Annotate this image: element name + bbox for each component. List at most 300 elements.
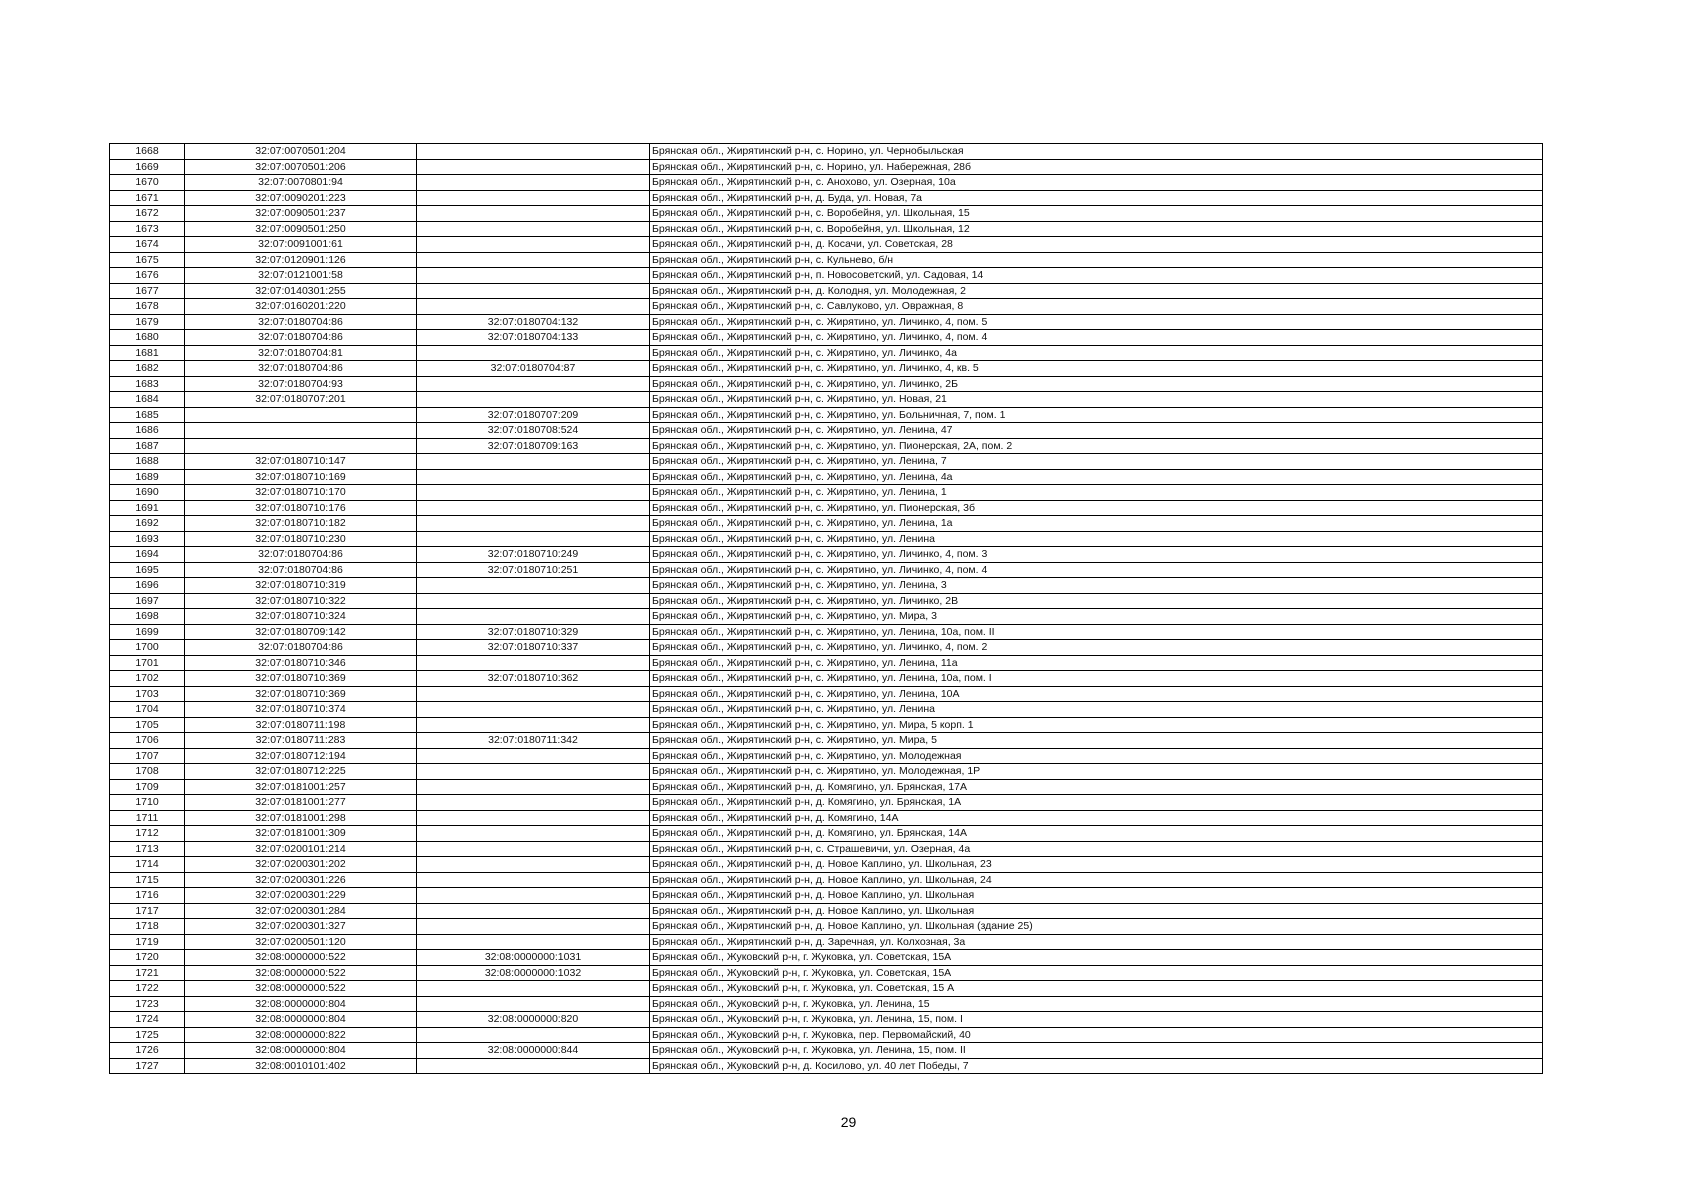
table-row: [110, 934, 1543, 950]
table-row: [110, 392, 1543, 408]
sub-cadastral-number-cell: [417, 841, 650, 857]
address-cell: Брянская обл., Жирятинский р-н, с. Жирятино, ул. Ленина, 47: [650, 423, 1543, 439]
sub-cadastral-number-cell: 32:08:0000000:820: [417, 1012, 650, 1028]
address-cell: Брянская обл., Жирятинский р-н, д. Комягино, 14А: [650, 810, 1543, 826]
address-cell: Брянская обл., Жирятинский р-н, с. Жирятино, ул. Личинко, 4, пом. 4: [650, 562, 1543, 578]
table-row: [110, 469, 1543, 485]
row-number-cell: 1724: [110, 1012, 185, 1028]
address-cell: Брянская обл., Жирятинский р-н, с. Жирятино, ул. Ленина: [650, 702, 1543, 718]
address-cell: Брянская обл., Жирятинский р-н, д. Косачи, ул. Советская, 28: [650, 237, 1543, 253]
table-row: [110, 221, 1543, 237]
address-cell: Брянская обл., Жирятинский р-н, с. Жирятино, ул. Пионерская, 2А, пом. 2: [650, 438, 1543, 454]
sub-cadastral-number-cell: [417, 810, 650, 826]
row-number-cell: 1684: [110, 392, 185, 408]
address-cell: Брянская обл., Жирятинский р-н, д. Комягино, ул. Брянская, 14А: [650, 826, 1543, 842]
table-row: [110, 1012, 1543, 1028]
row-number-cell: 1708: [110, 764, 185, 780]
address-cell: Брянская обл., Жирятинский р-н, с. Жирятино, ул. Личинко, 4, пом. 4: [650, 330, 1543, 346]
cadastral-number-cell: 32:07:0181001:277: [185, 795, 417, 811]
cadastral-number-cell: 32:07:0180710:169: [185, 469, 417, 485]
address-cell: Брянская обл., Жуковский р-н, г. Жуковка, ул. Советская, 15А: [650, 950, 1543, 966]
sub-cadastral-number-cell: [417, 888, 650, 904]
sub-cadastral-number-cell: [417, 609, 650, 625]
row-number-cell: 1725: [110, 1027, 185, 1043]
address-cell: Брянская обл., Жирятинский р-н, с. Жирятино, ул. Молодежная, 1Р: [650, 764, 1543, 780]
cadastral-number-cell: 32:07:0180707:201: [185, 392, 417, 408]
sub-cadastral-number-cell: 32:07:0180704:132: [417, 314, 650, 330]
row-number-cell: 1713: [110, 841, 185, 857]
cadastral-number-cell: 32:07:0070501:206: [185, 159, 417, 175]
address-cell: Брянская обл., Жирятинский р-н, д. Буда, ул. Новая, 7а: [650, 190, 1543, 206]
address-cell: Брянская обл., Жирятинский р-н, д. Новое Каплино, ул. Школьная, 24: [650, 872, 1543, 888]
table-row: [110, 252, 1543, 268]
cadastral-number-cell: 32:07:0180710:369: [185, 671, 417, 687]
sub-cadastral-number-cell: 32:07:0180709:163: [417, 438, 650, 454]
sub-cadastral-number-cell: [417, 485, 650, 501]
row-number-cell: 1673: [110, 221, 185, 237]
sub-cadastral-number-cell: [417, 578, 650, 594]
row-number-cell: 1692: [110, 516, 185, 532]
table-row: [110, 593, 1543, 609]
row-number-cell: 1717: [110, 903, 185, 919]
row-number-cell: 1707: [110, 748, 185, 764]
address-cell: Брянская обл., Жирятинский р-н, с. Жирятино, ул. Ленина, 4а: [650, 469, 1543, 485]
table-row: [110, 919, 1543, 935]
cadastral-number-cell: 32:07:0180704:86: [185, 640, 417, 656]
cadastral-number-cell: 32:08:0000000:804: [185, 1043, 417, 1059]
row-number-cell: 1703: [110, 686, 185, 702]
address-cell: Брянская обл., Жуковский р-н, д. Косилово, ул. 40 лет Победы, 7: [650, 1058, 1543, 1074]
cadastral-number-cell: 32:07:0090201:223: [185, 190, 417, 206]
row-number-cell: 1686: [110, 423, 185, 439]
address-cell: Брянская обл., Жирятинский р-н, с. Жирятино, ул. Ленина, 11а: [650, 655, 1543, 671]
table-row: [110, 810, 1543, 826]
table-row: [110, 454, 1543, 470]
table-row: [110, 717, 1543, 733]
cadastral-number-cell: 32:07:0200301:327: [185, 919, 417, 935]
address-cell: Брянская обл., Жирятинский р-н, с. Норино, ул. Набережная, 28б: [650, 159, 1543, 175]
row-number-cell: 1709: [110, 779, 185, 795]
sub-cadastral-number-cell: [417, 299, 650, 315]
address-cell: Брянская обл., Жирятинский р-н, с. Жирятино, ул. Ленина, 1: [650, 485, 1543, 501]
cadastral-number-cell: 32:07:0180704:86: [185, 562, 417, 578]
row-number-cell: 1721: [110, 965, 185, 981]
cadastral-number-cell: 32:07:0180710:176: [185, 500, 417, 516]
table-row: [110, 609, 1543, 625]
row-number-cell: 1704: [110, 702, 185, 718]
sub-cadastral-number-cell: [417, 996, 650, 1012]
sub-cadastral-number-cell: 32:07:0180710:337: [417, 640, 650, 656]
cadastral-number-cell: 32:07:0181001:257: [185, 779, 417, 795]
cadastral-number-cell: 32:07:0070801:94: [185, 175, 417, 191]
row-number-cell: 1726: [110, 1043, 185, 1059]
address-cell: Брянская обл., Жирятинский р-н, с. Савлуково, ул. Овражная, 8: [650, 299, 1543, 315]
page-number: 29: [840, 1114, 857, 1130]
sub-cadastral-number-cell: [417, 655, 650, 671]
address-cell: Брянская обл., Жирятинский р-н, с. Жирятино, ул. Личинко, 2В: [650, 593, 1543, 609]
table-row: [110, 159, 1543, 175]
cadastral-number-cell: 32:07:0121001:58: [185, 268, 417, 284]
sub-cadastral-number-cell: [417, 237, 650, 253]
table-row: [110, 345, 1543, 361]
sub-cadastral-number-cell: [417, 159, 650, 175]
sub-cadastral-number-cell: [417, 345, 650, 361]
table-row: [110, 175, 1543, 191]
address-cell: Брянская обл., Жирятинский р-н, с. Жирятино, ул. Личинко, 4, пом. 5: [650, 314, 1543, 330]
cadastral-number-cell: 32:07:0160201:220: [185, 299, 417, 315]
address-cell: Брянская обл., Жирятинский р-н, с. Кульнево, б/н: [650, 252, 1543, 268]
table-row: [110, 965, 1543, 981]
sub-cadastral-number-cell: [417, 903, 650, 919]
table-row: [110, 1043, 1543, 1059]
table-row: [110, 361, 1543, 377]
row-number-cell: 1671: [110, 190, 185, 206]
address-cell: Брянская обл., Жирятинский р-н, с. Жирятино, ул. Больничная, 7, пом. 1: [650, 407, 1543, 423]
address-cell: Брянская обл., Жирятинский р-н, с. Страшевичи, ул. Озерная, 4а: [650, 841, 1543, 857]
row-number-cell: 1689: [110, 469, 185, 485]
sub-cadastral-number-cell: 32:08:0000000:844: [417, 1043, 650, 1059]
address-cell: Брянская обл., Жирятинский р-н, с. Жирятино, ул. Ленина: [650, 531, 1543, 547]
table-row: [110, 764, 1543, 780]
row-number-cell: 1693: [110, 531, 185, 547]
sub-cadastral-number-cell: [417, 857, 650, 873]
address-cell: Брянская обл., Жирятинский р-н, д. Комягино, ул. Брянская, 1А: [650, 795, 1543, 811]
cadastral-number-cell: 32:07:0200101:214: [185, 841, 417, 857]
row-number-cell: 1670: [110, 175, 185, 191]
row-number-cell: 1676: [110, 268, 185, 284]
address-cell: Брянская обл., Жуковский р-н, г. Жуковка, пер. Первомайский, 40: [650, 1027, 1543, 1043]
cadastral-number-cell: [185, 438, 417, 454]
sub-cadastral-number-cell: 32:07:0180704:87: [417, 361, 650, 377]
table-row: [110, 144, 1543, 160]
address-cell: Брянская обл., Жирятинский р-н, с. Жирятино, ул. Личинко, 4, пом. 3: [650, 547, 1543, 563]
table-row: [110, 206, 1543, 222]
address-cell: Брянская обл., Жирятинский р-н, с. Жирятино, ул. Ленина, 7: [650, 454, 1543, 470]
cadastral-number-cell: 32:07:0200301:229: [185, 888, 417, 904]
row-number-cell: 1727: [110, 1058, 185, 1074]
table-row: [110, 624, 1543, 640]
row-number-cell: 1696: [110, 578, 185, 594]
sub-cadastral-number-cell: [417, 221, 650, 237]
cadastral-number-cell: 32:07:0180704:86: [185, 314, 417, 330]
cadastral-number-cell: 32:07:0070501:204: [185, 144, 417, 160]
row-number-cell: 1694: [110, 547, 185, 563]
sub-cadastral-number-cell: [417, 144, 650, 160]
cadastral-number-cell: 32:07:0180710:147: [185, 454, 417, 470]
cadastral-number-cell: 32:07:0180710:230: [185, 531, 417, 547]
address-cell: Брянская обл., Жирятинский р-н, с. Жирятино, ул. Ленина, 3: [650, 578, 1543, 594]
cadastral-number-cell: 32:07:0180704:93: [185, 376, 417, 392]
sub-cadastral-number-cell: [417, 826, 650, 842]
sub-cadastral-number-cell: [417, 190, 650, 206]
sub-cadastral-number-cell: [417, 934, 650, 950]
cadastral-number-cell: 32:07:0090501:237: [185, 206, 417, 222]
table-row: [110, 640, 1543, 656]
table-row: [110, 423, 1543, 439]
table-row: [110, 950, 1543, 966]
table-row: [110, 686, 1543, 702]
table-row: [110, 578, 1543, 594]
row-number-cell: 1685: [110, 407, 185, 423]
address-cell: Брянская обл., Жирятинский р-н, д. Новое Каплино, ул. Школьная: [650, 888, 1543, 904]
cadastral-number-cell: 32:08:0000000:522: [185, 965, 417, 981]
address-cell: Брянская обл., Жирятинский р-н, с. Анохово, ул. Озерная, 10а: [650, 175, 1543, 191]
cadastral-number-cell: 32:07:0180710:170: [185, 485, 417, 501]
sub-cadastral-number-cell: 32:07:0180710:329: [417, 624, 650, 640]
address-cell: Брянская обл., Жирятинский р-н, с. Жирятино, ул. Пионерская, 3б: [650, 500, 1543, 516]
address-cell: Брянская обл., Жирятинский р-н, с. Жирятино, ул. Мира, 3: [650, 609, 1543, 625]
cadastral-number-cell: 32:07:0180704:81: [185, 345, 417, 361]
table-row: [110, 841, 1543, 857]
address-cell: Брянская обл., Жирятинский р-н, с. Жирятино, ул. Личинко, 4а: [650, 345, 1543, 361]
address-cell: Брянская обл., Жирятинский р-н, с. Жирятино, ул. Личинко, 4, кв. 5: [650, 361, 1543, 377]
cadastral-number-cell: 32:07:0200301:202: [185, 857, 417, 873]
row-number-cell: 1681: [110, 345, 185, 361]
address-cell: Брянская обл., Жирятинский р-н, с. Жирятино, ул. Личинко, 2Б: [650, 376, 1543, 392]
table-row: [110, 237, 1543, 253]
row-number-cell: 1714: [110, 857, 185, 873]
address-cell: Брянская обл., Жуковский р-н, г. Жуковка, ул. Советская, 15А: [650, 965, 1543, 981]
sub-cadastral-number-cell: [417, 593, 650, 609]
sub-cadastral-number-cell: [417, 376, 650, 392]
address-cell: Брянская обл., Жуковский р-н, г. Жуковка, ул. Ленина, 15: [650, 996, 1543, 1012]
table-row: [110, 485, 1543, 501]
sub-cadastral-number-cell: 32:08:0000000:1031: [417, 950, 650, 966]
row-number-cell: 1687: [110, 438, 185, 454]
sub-cadastral-number-cell: [417, 454, 650, 470]
address-cell: Брянская обл., Жирятинский р-н, с. Жирятино, ул. Новая, 21: [650, 392, 1543, 408]
row-number-cell: 1675: [110, 252, 185, 268]
row-number-cell: 1711: [110, 810, 185, 826]
table-row: [110, 562, 1543, 578]
row-number-cell: 1722: [110, 981, 185, 997]
sub-cadastral-number-cell: [417, 500, 650, 516]
table-row: [110, 407, 1543, 423]
cadastral-number-cell: 32:07:0180709:142: [185, 624, 417, 640]
address-cell: Брянская обл., Жирятинский р-н, д. Новое Каплино, ул. Школьная: [650, 903, 1543, 919]
row-number-cell: 1702: [110, 671, 185, 687]
sub-cadastral-number-cell: [417, 748, 650, 764]
cadastral-number-cell: 32:08:0000000:804: [185, 1012, 417, 1028]
address-cell: Брянская обл., Жирятинский р-н, с. Жирятино, ул. Ленина, 10А: [650, 686, 1543, 702]
sub-cadastral-number-cell: [417, 717, 650, 733]
row-number-cell: 1706: [110, 733, 185, 749]
cadastral-number-cell: 32:07:0181001:309: [185, 826, 417, 842]
sub-cadastral-number-cell: [417, 175, 650, 191]
cadastral-number-cell: 32:07:0200301:226: [185, 872, 417, 888]
table-row: [110, 748, 1543, 764]
row-number-cell: 1690: [110, 485, 185, 501]
table-row: [110, 779, 1543, 795]
sub-cadastral-number-cell: [417, 702, 650, 718]
row-number-cell: 1720: [110, 950, 185, 966]
cadastral-number-cell: 32:07:0180710:182: [185, 516, 417, 532]
row-number-cell: 1695: [110, 562, 185, 578]
cadastral-number-cell: 32:08:0010101:402: [185, 1058, 417, 1074]
row-number-cell: 1699: [110, 624, 185, 640]
sub-cadastral-number-cell: [417, 283, 650, 299]
row-number-cell: 1723: [110, 996, 185, 1012]
cadastral-number-cell: 32:07:0180710:324: [185, 609, 417, 625]
address-cell: Брянская обл., Жирятинский р-н, с. Жирятино, ул. Мира, 5 корп. 1: [650, 717, 1543, 733]
sub-cadastral-number-cell: [417, 795, 650, 811]
row-number-cell: 1680: [110, 330, 185, 346]
row-number-cell: 1672: [110, 206, 185, 222]
row-number-cell: 1677: [110, 283, 185, 299]
registry-table: [109, 143, 1543, 1074]
sub-cadastral-number-cell: [417, 1027, 650, 1043]
row-number-cell: 1668: [110, 144, 185, 160]
row-number-cell: 1697: [110, 593, 185, 609]
sub-cadastral-number-cell: [417, 392, 650, 408]
row-number-cell: 1698: [110, 609, 185, 625]
table-row: [110, 516, 1543, 532]
cadastral-number-cell: 32:07:0180710:346: [185, 655, 417, 671]
sub-cadastral-number-cell: [417, 779, 650, 795]
table-row: [110, 190, 1543, 206]
cadastral-number-cell: 32:07:0180711:283: [185, 733, 417, 749]
table-row: [110, 671, 1543, 687]
table-row: [110, 299, 1543, 315]
sub-cadastral-number-cell: [417, 1058, 650, 1074]
address-cell: Брянская обл., Жуковский р-н, г. Жуковка, ул. Советская, 15 А: [650, 981, 1543, 997]
table-row: [110, 376, 1543, 392]
cadastral-number-cell: 32:07:0180704:86: [185, 361, 417, 377]
address-cell: Брянская обл., Жуковский р-н, г. Жуковка, ул. Ленина, 15, пом. II: [650, 1043, 1543, 1059]
row-number-cell: 1688: [110, 454, 185, 470]
cadastral-number-cell: 32:07:0180712:225: [185, 764, 417, 780]
sub-cadastral-number-cell: 32:07:0180707:209: [417, 407, 650, 423]
address-cell: Брянская обл., Жирятинский р-н, с. Жирятино, ул. Молодежная: [650, 748, 1543, 764]
sub-cadastral-number-cell: [417, 516, 650, 532]
cadastral-number-cell: [185, 407, 417, 423]
sub-cadastral-number-cell: [417, 206, 650, 222]
cadastral-number-cell: 32:07:0120901:126: [185, 252, 417, 268]
table-row: [110, 826, 1543, 842]
sub-cadastral-number-cell: [417, 764, 650, 780]
cadastral-number-cell: 32:07:0180712:194: [185, 748, 417, 764]
sub-cadastral-number-cell: 32:07:0180710:251: [417, 562, 650, 578]
row-number-cell: 1712: [110, 826, 185, 842]
address-cell: Брянская обл., Жирятинский р-н, д. Колодня, ул. Молодежная, 2: [650, 283, 1543, 299]
sub-cadastral-number-cell: [417, 469, 650, 485]
row-number-cell: 1715: [110, 872, 185, 888]
row-number-cell: 1719: [110, 934, 185, 950]
table-row: [110, 888, 1543, 904]
cadastral-number-cell: [185, 423, 417, 439]
table-row: [110, 733, 1543, 749]
table-row: [110, 438, 1543, 454]
row-number-cell: 1718: [110, 919, 185, 935]
cadastral-number-cell: 32:07:0180704:86: [185, 547, 417, 563]
cadastral-number-cell: 32:07:0180710:319: [185, 578, 417, 594]
cadastral-number-cell: 32:07:0180704:86: [185, 330, 417, 346]
table-row: [110, 283, 1543, 299]
cadastral-number-cell: 32:07:0140301:255: [185, 283, 417, 299]
address-cell: Брянская обл., Жирятинский р-н, с. Воробейня, ул. Школьная, 15: [650, 206, 1543, 222]
row-number-cell: 1701: [110, 655, 185, 671]
row-number-cell: 1669: [110, 159, 185, 175]
row-number-cell: 1683: [110, 376, 185, 392]
cadastral-number-cell: 32:08:0000000:804: [185, 996, 417, 1012]
table-row: [110, 314, 1543, 330]
sub-cadastral-number-cell: [417, 268, 650, 284]
table-row: [110, 1058, 1543, 1074]
address-cell: Брянская обл., Жирятинский р-н, п. Новосоветский, ул. Садовая, 14: [650, 268, 1543, 284]
address-cell: Брянская обл., Жирятинский р-н, с. Жирятино, ул. Ленина, 10а, пом. II: [650, 624, 1543, 640]
table-row: [110, 531, 1543, 547]
sub-cadastral-number-cell: 32:08:0000000:1032: [417, 965, 650, 981]
sub-cadastral-number-cell: 32:07:0180708:524: [417, 423, 650, 439]
address-cell: Брянская обл., Жирятинский р-н, д. Комягино, ул. Брянская, 17А: [650, 779, 1543, 795]
table-row: [110, 330, 1543, 346]
sub-cadastral-number-cell: 32:07:0180710:249: [417, 547, 650, 563]
row-number-cell: 1705: [110, 717, 185, 733]
registry-table-body: [110, 144, 1543, 1074]
cadastral-number-cell: 32:07:0091001:61: [185, 237, 417, 253]
cadastral-number-cell: 32:07:0200301:284: [185, 903, 417, 919]
table-row: [110, 702, 1543, 718]
row-number-cell: 1682: [110, 361, 185, 377]
address-cell: Брянская обл., Жирятинский р-н, д. Новое Каплино, ул. Школьная (здание 25): [650, 919, 1543, 935]
table-row: [110, 500, 1543, 516]
sub-cadastral-number-cell: [417, 981, 650, 997]
address-cell: Брянская обл., Жирятинский р-н, с. Жирятино, ул. Ленина, 1а: [650, 516, 1543, 532]
sub-cadastral-number-cell: [417, 686, 650, 702]
table-row: [110, 268, 1543, 284]
table-row: [110, 872, 1543, 888]
table-row: [110, 1027, 1543, 1043]
sub-cadastral-number-cell: [417, 252, 650, 268]
table-row: [110, 996, 1543, 1012]
row-number-cell: 1700: [110, 640, 185, 656]
table-row: [110, 795, 1543, 811]
address-cell: Брянская обл., Жуковский р-н, г. Жуковка, ул. Ленина, 15, пом. I: [650, 1012, 1543, 1028]
address-cell: Брянская обл., Жирятинский р-н, с. Норино, ул. Чернобыльская: [650, 144, 1543, 160]
table-row: [110, 981, 1543, 997]
row-number-cell: 1716: [110, 888, 185, 904]
cadastral-number-cell: 32:07:0180710:374: [185, 702, 417, 718]
row-number-cell: 1710: [110, 795, 185, 811]
cadastral-number-cell: 32:07:0180711:198: [185, 717, 417, 733]
row-number-cell: 1679: [110, 314, 185, 330]
address-cell: Брянская обл., Жирятинский р-н, с. Жирятино, ул. Мира, 5: [650, 733, 1543, 749]
table-row: [110, 655, 1543, 671]
cadastral-number-cell: 32:08:0000000:522: [185, 950, 417, 966]
address-cell: Брянская обл., Жирятинский р-н, с. Воробейня, ул. Школьная, 12: [650, 221, 1543, 237]
cadastral-number-cell: 32:07:0181001:298: [185, 810, 417, 826]
sub-cadastral-number-cell: [417, 919, 650, 935]
table-row: [110, 903, 1543, 919]
cadastral-number-cell: 32:08:0000000:822: [185, 1027, 417, 1043]
sub-cadastral-number-cell: 32:07:0180711:342: [417, 733, 650, 749]
sub-cadastral-number-cell: [417, 872, 650, 888]
cadastral-number-cell: 32:07:0090501:250: [185, 221, 417, 237]
sub-cadastral-number-cell: 32:07:0180710:362: [417, 671, 650, 687]
cadastral-number-cell: 32:07:0180710:322: [185, 593, 417, 609]
sub-cadastral-number-cell: [417, 531, 650, 547]
address-cell: Брянская обл., Жирятинский р-н, д. Новое Каплино, ул. Школьная, 23: [650, 857, 1543, 873]
cadastral-number-cell: 32:08:0000000:522: [185, 981, 417, 997]
address-cell: Брянская обл., Жирятинский р-н, с. Жирятино, ул. Личинко, 4, пом. 2: [650, 640, 1543, 656]
table-row: [110, 857, 1543, 873]
cadastral-number-cell: 32:07:0180710:369: [185, 686, 417, 702]
sub-cadastral-number-cell: 32:07:0180704:133: [417, 330, 650, 346]
row-number-cell: 1674: [110, 237, 185, 253]
table-row: [110, 547, 1543, 563]
cadastral-number-cell: 32:07:0200501:120: [185, 934, 417, 950]
address-cell: Брянская обл., Жирятинский р-н, д. Заречная, ул. Колхозная, 3а: [650, 934, 1543, 950]
